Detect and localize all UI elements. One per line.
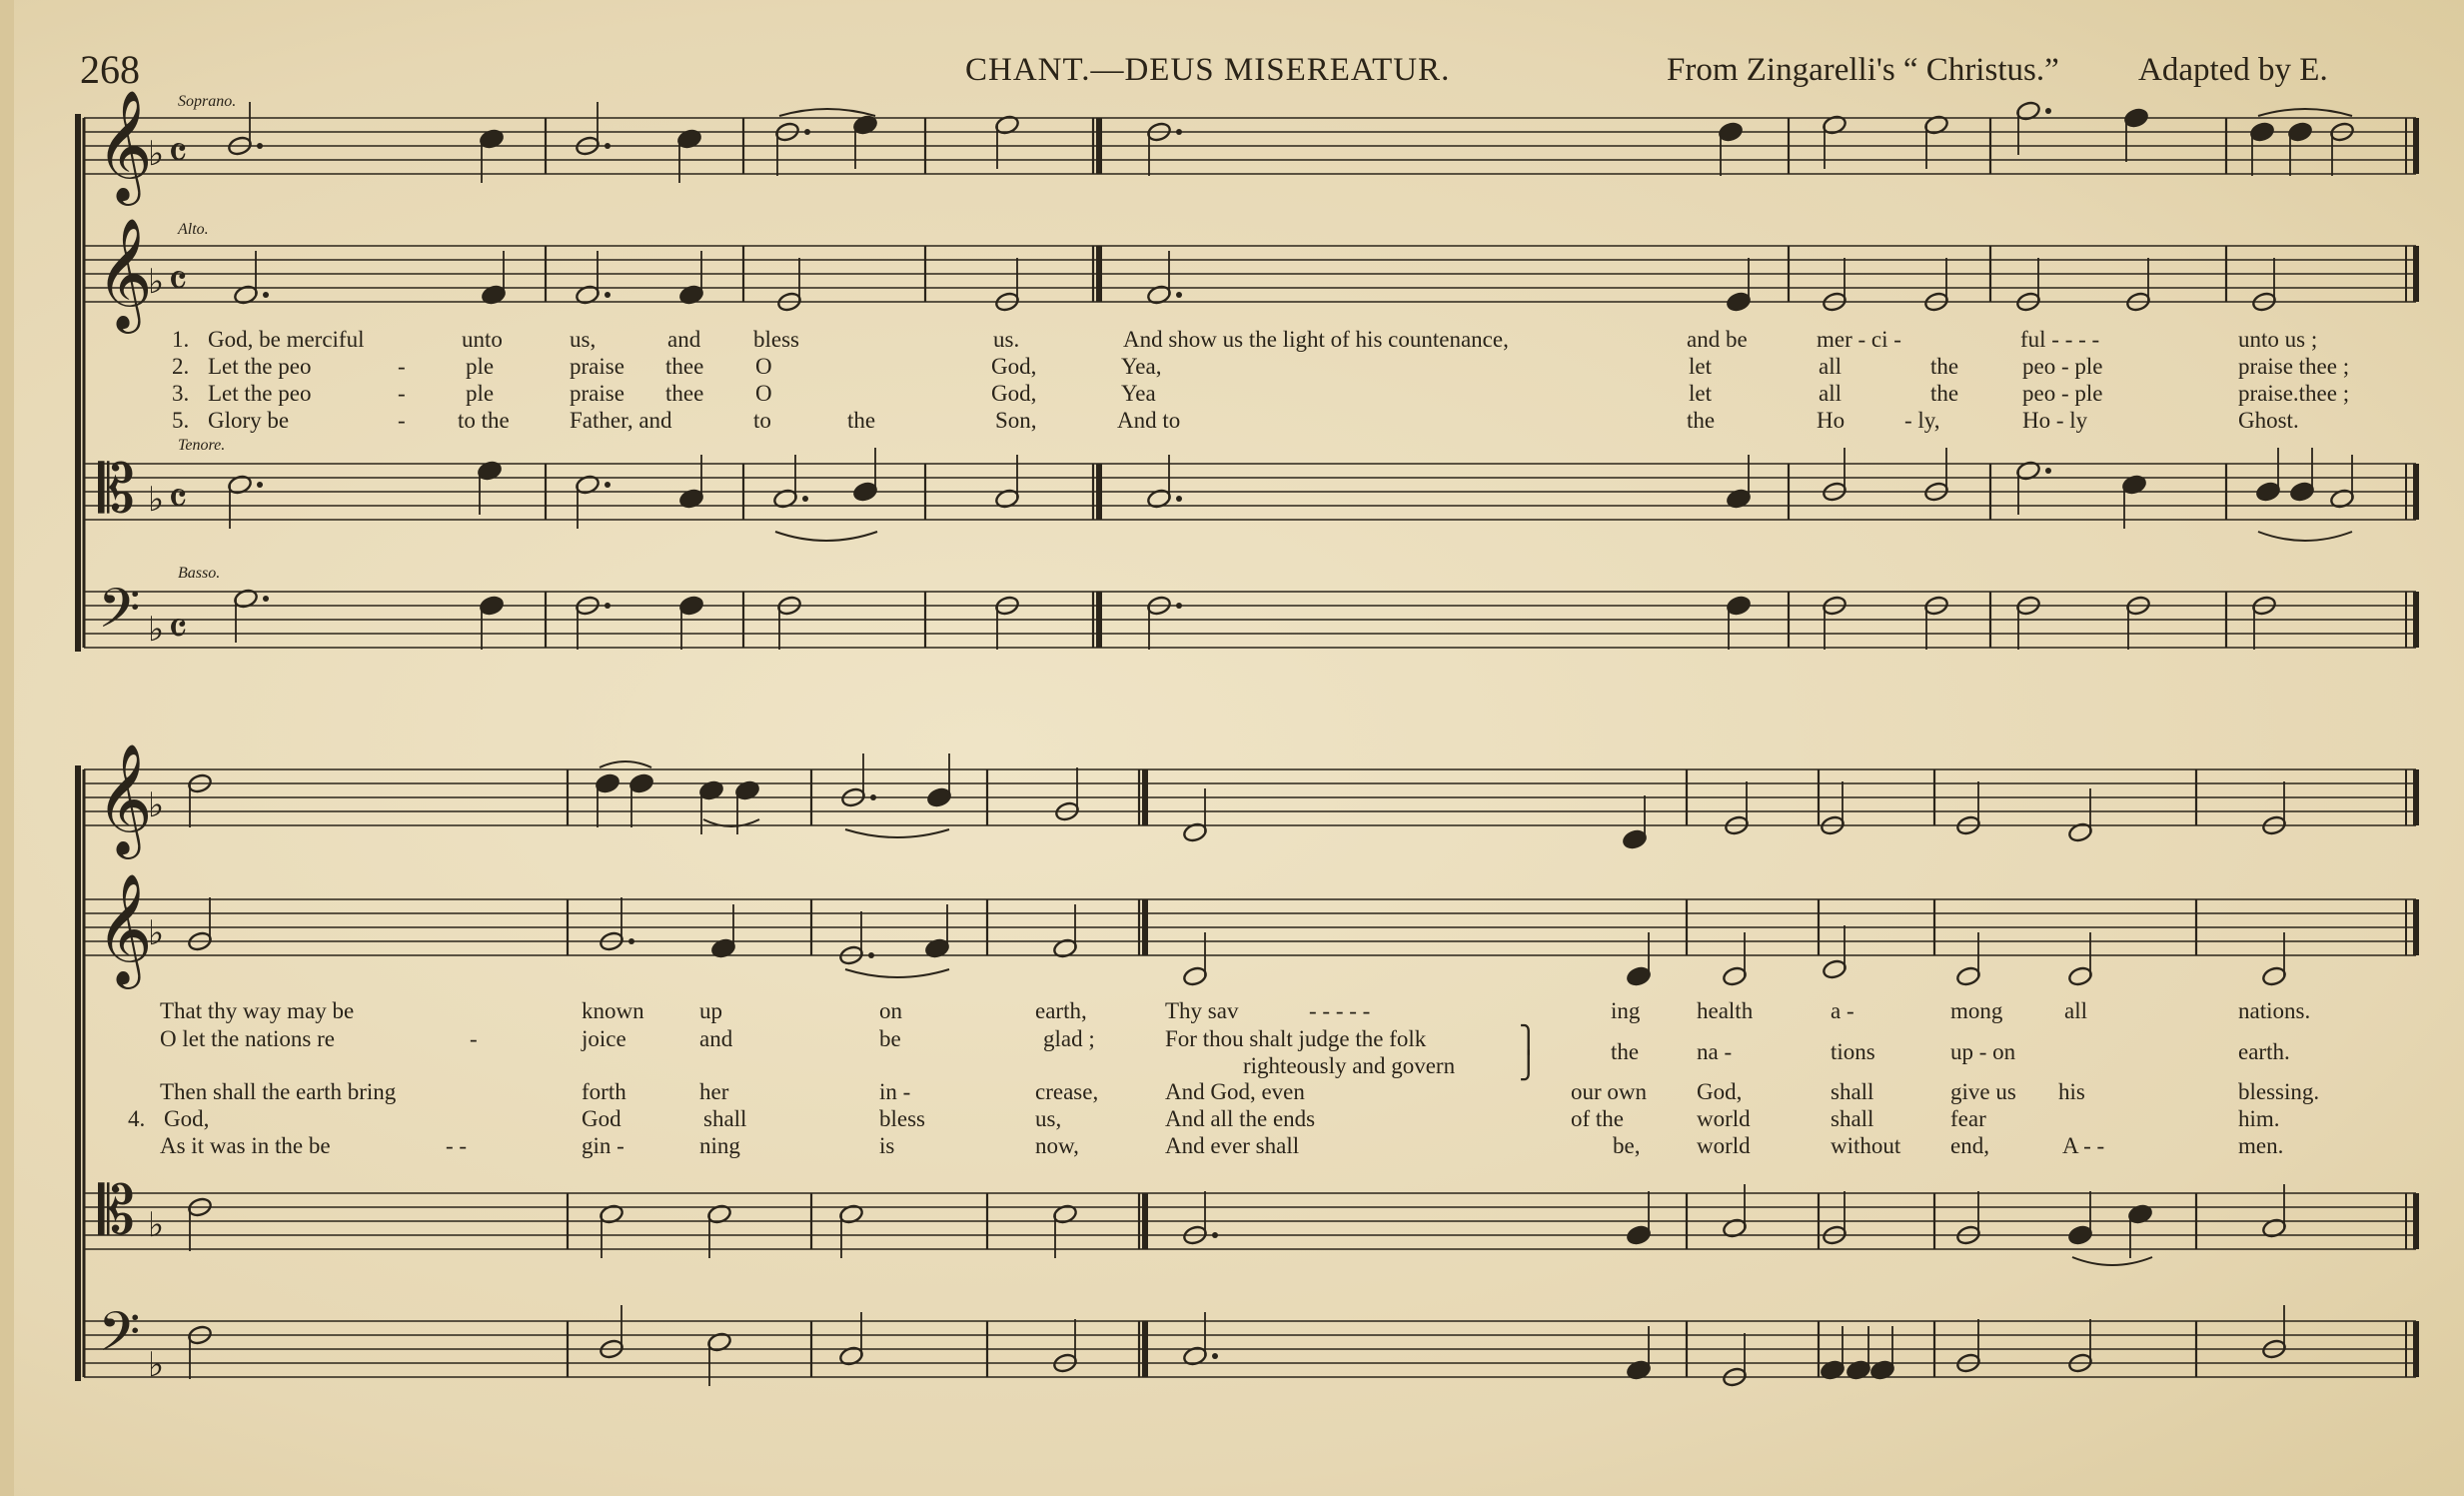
system1-note [1726,595,1752,617]
system1-note [479,595,505,617]
lyric: na - [1697,1039,1733,1064]
flat-key-alto: ♭ [148,264,165,301]
lyric: world [1697,1106,1751,1131]
system1-note [2249,121,2275,143]
lyric: of the [1571,1106,1625,1131]
arranger-credit: Adapted by E. [2138,52,2328,88]
lyric: on [879,998,902,1023]
lyric: And ever shall [1165,1133,1300,1158]
lyric: his [2058,1079,2085,1104]
lyric: us, [570,327,597,352]
brace-top: ⎫ [1519,1025,1539,1054]
flat-key-basso-2: ♭ [148,1347,165,1384]
voice-label-basso: Basso. [178,565,221,582]
lyric: thee [665,381,704,406]
system2-note [1955,965,1981,987]
lyric: God, [164,1106,210,1131]
lyric: our own [1571,1079,1648,1104]
system1-note [1718,121,1744,143]
lyric: the [1930,381,1959,406]
lyric: her [699,1079,729,1104]
lyric: all [1819,354,1842,379]
system2-note [2067,1224,2093,1246]
lyric: peo - ple [2022,381,2103,406]
lyric: be, [1613,1133,1641,1158]
lyric: - - - - - [1309,998,1371,1023]
system2-note [1182,965,1208,987]
time-sig-basso: 𝄴 [168,605,188,654]
lyric: to the [458,408,510,433]
lyric: ple [466,354,495,379]
lyric: joice [582,1026,626,1051]
system1-note [2255,481,2281,503]
lyric: glad ; [1043,1026,1095,1051]
system1-note-dot [605,482,611,488]
lyric: God, be merciful [208,327,365,352]
system2-note-dot [1212,1232,1218,1238]
lyric: ple [466,381,495,406]
system2-note [926,786,952,808]
lyric: God, [991,381,1037,406]
lyric: health [1697,998,1754,1023]
system2-note [595,772,620,794]
lyric: God [582,1106,621,1131]
system1-note-dot [1176,129,1182,135]
system1-note-dot [605,603,611,609]
lyric: A - - [2062,1133,2105,1158]
lyric: now, [1035,1133,1079,1158]
system1-note [2289,481,2315,503]
flat-key-basso: ♭ [148,612,165,649]
lyric: ing [1611,998,1641,1023]
lyric: world [1697,1133,1751,1158]
system1-note [2123,107,2149,129]
lyric: peo - ple [2022,354,2103,379]
brace-bottom: ⎭ [1519,1051,1539,1080]
lyric: shall [1831,1106,1874,1131]
lyric: to [753,408,771,433]
lyric: be [879,1026,901,1051]
chant-title: CHANT.—DEUS MISEREATUR. [965,52,1451,88]
lyric: O [755,381,772,406]
lyric: nations. [2238,998,2311,1023]
lyric: give us [1950,1079,2016,1104]
system1-note [678,595,704,617]
lyric: the [847,408,876,433]
system1-note-dot [605,292,611,298]
system1-note-dot [605,143,611,149]
flat-key-tenore: ♭ [148,482,165,519]
lyric: praise [570,354,624,379]
lyric: Glory be [208,408,290,433]
treble-clef-soprano-2: 𝄞 [96,746,153,852]
lyric: Ho [1817,408,1846,433]
time-sig-alto: 𝄴 [168,257,188,306]
lyric: let [1689,354,1712,379]
lyric: ful - - - - [2020,327,2100,352]
system1-note-dot [263,292,269,298]
lyric: shall [703,1106,747,1131]
treble-clef-alto: 𝄞 [96,220,153,327]
lyric: and be [1687,327,1748,352]
lyric: O let the nations re [160,1026,336,1051]
system1-note-dot [804,129,810,135]
lyric: Let the peo [208,354,312,379]
source-credit: From Zingarelli's “ Christus.” [1667,52,2059,88]
lyric: crease, [1035,1079,1099,1104]
treble-clef-soprano: 𝄞 [96,92,153,199]
flat-key-soprano: ♭ [148,136,165,173]
lyric: earth, [1035,998,1087,1023]
lyric: known [582,998,644,1023]
lyric: Yea [1121,381,1156,406]
lyric: and [667,327,701,352]
c-clef-tenore: 𝄡 [98,454,135,527]
lyric: thee [665,354,704,379]
system1-note-dot [263,596,269,602]
flat-key-soprano-2: ♭ [148,787,165,824]
system1-note-dot [257,143,263,149]
lyric: is [879,1133,895,1158]
slur [775,532,877,541]
system1-note-dot [2045,108,2051,114]
lyric: fear [1950,1106,1986,1131]
lyric: - [398,408,406,433]
lyric: God, [1697,1079,1743,1104]
lyric: earth. [2238,1039,2290,1064]
bass-clef-basso: 𝄢 [98,580,141,653]
lyric: all [2064,998,2087,1023]
lyric: mong [1950,998,2003,1023]
system2-note-dot [870,794,876,800]
slur [779,109,875,116]
slur [600,761,651,767]
lyric-num: 5. [172,408,190,433]
lyric-num: 2. [172,354,190,379]
page-edge [0,0,14,1496]
system2-note [2261,965,2287,987]
lyric: the [1930,354,1959,379]
system1-note-dot [1176,292,1182,298]
lyric: us. [993,327,1020,352]
system2-note [1822,958,1848,980]
system1-note-dot [1176,603,1182,609]
lyric: the [1611,1039,1640,1064]
lyric: That thy way may be [160,998,355,1023]
flat-key-alto-2: ♭ [148,915,165,952]
system2-note [1722,965,1748,987]
system1-note-dot [1176,496,1182,502]
bass-clef-basso-2: 𝄢 [98,1303,141,1376]
voice-label-alto: Alto. [178,221,209,238]
lyric: - [398,354,406,379]
lyric: ning [699,1133,740,1158]
slur [845,829,949,837]
lyric: Then shall the earth bring [160,1079,397,1104]
system1-note-dot [802,496,808,502]
system1-note-dot [2045,468,2051,474]
lyric: God, [991,354,1037,379]
system1-note-dot [257,482,263,488]
system2-note [1622,828,1648,850]
lyric: For thou shalt judge the folk [1165,1026,1427,1051]
lyric: end, [1950,1133,1989,1158]
time-sig-soprano: 𝄴 [168,129,188,178]
lyric: gin - [582,1133,624,1158]
lyric: all [1819,381,1842,406]
flat-key-tenore-2: ♭ [148,1207,165,1244]
lyric-num: 3. [172,381,190,406]
lyric: us, [1035,1106,1062,1131]
lyric: praise thee ; [2238,354,2350,379]
slur [2072,1257,2152,1265]
lyric-num: 4. [128,1106,146,1131]
lyric: shall [1831,1079,1874,1104]
lyric: and [699,1026,733,1051]
system2-note-dot [628,938,634,944]
slur [2258,532,2352,541]
lyric: Ghost. [2238,408,2299,433]
lyric: - [470,1026,478,1051]
lyric: Ho - ly [2022,408,2088,433]
c-clef-tenore-2: 𝄡 [98,1175,135,1248]
system1-note [1726,291,1752,313]
lyric: the [1687,408,1716,433]
system2-note [1626,965,1652,987]
lyric: without [1831,1133,1901,1158]
lyric: in - [879,1079,911,1104]
lyric: As it was in the be [160,1133,331,1158]
lyric: Son, [995,408,1037,433]
treble-clef-alto-2: 𝄞 [96,875,153,982]
lyric-num: 1. [172,327,190,352]
lyric: men. [2238,1133,2284,1158]
system2-note [2067,965,2093,987]
lyric: up [699,998,722,1023]
voice-label-tenore: Tenore. [178,437,226,454]
lyric: bless [879,1106,925,1131]
lyric: Yea, [1121,354,1162,379]
lyric: bless [753,327,799,352]
lyric: forth [582,1079,626,1104]
system1-note [2287,121,2313,143]
time-sig-tenore: 𝄴 [168,475,188,524]
lyric: unto us ; [2238,327,2318,352]
system2-note [1626,1224,1652,1246]
slur [2258,109,2352,116]
lyric: - [398,381,406,406]
lyric: tions [1831,1039,1875,1064]
lyric: O [755,354,772,379]
lyric: Thy sav [1165,998,1239,1023]
lyric: up - on [1950,1039,2016,1064]
page-number: 268 [80,47,140,92]
lyric: praise [570,381,624,406]
lyric: - - [446,1133,468,1158]
system2-note [628,772,654,794]
lyric: And to [1117,408,1181,433]
lyric: unto [462,327,503,352]
lyric: And show us the light of his countenance, [1123,327,1509,352]
lyric: a - [1831,998,1854,1023]
lyric: praise.thee ; [2238,381,2350,406]
system2-note-dot [868,952,874,958]
lyric: let [1689,381,1712,406]
lyric: blessing. [2238,1079,2320,1104]
lyric: - ly, [1904,408,1940,433]
lyric: And all the ends [1165,1106,1316,1131]
lyric: righteously and govern [1243,1053,1456,1078]
system2-note-dot [1212,1353,1218,1359]
lyric: And God, even [1165,1079,1305,1104]
slur [845,969,949,977]
lyric: mer - ci - [1817,327,1901,352]
system1-note [852,481,878,503]
lyric: him. [2238,1106,2280,1131]
lyric: Let the peo [208,381,312,406]
lyric: Father, and [570,408,672,433]
voice-label-soprano: Soprano. [178,93,237,110]
